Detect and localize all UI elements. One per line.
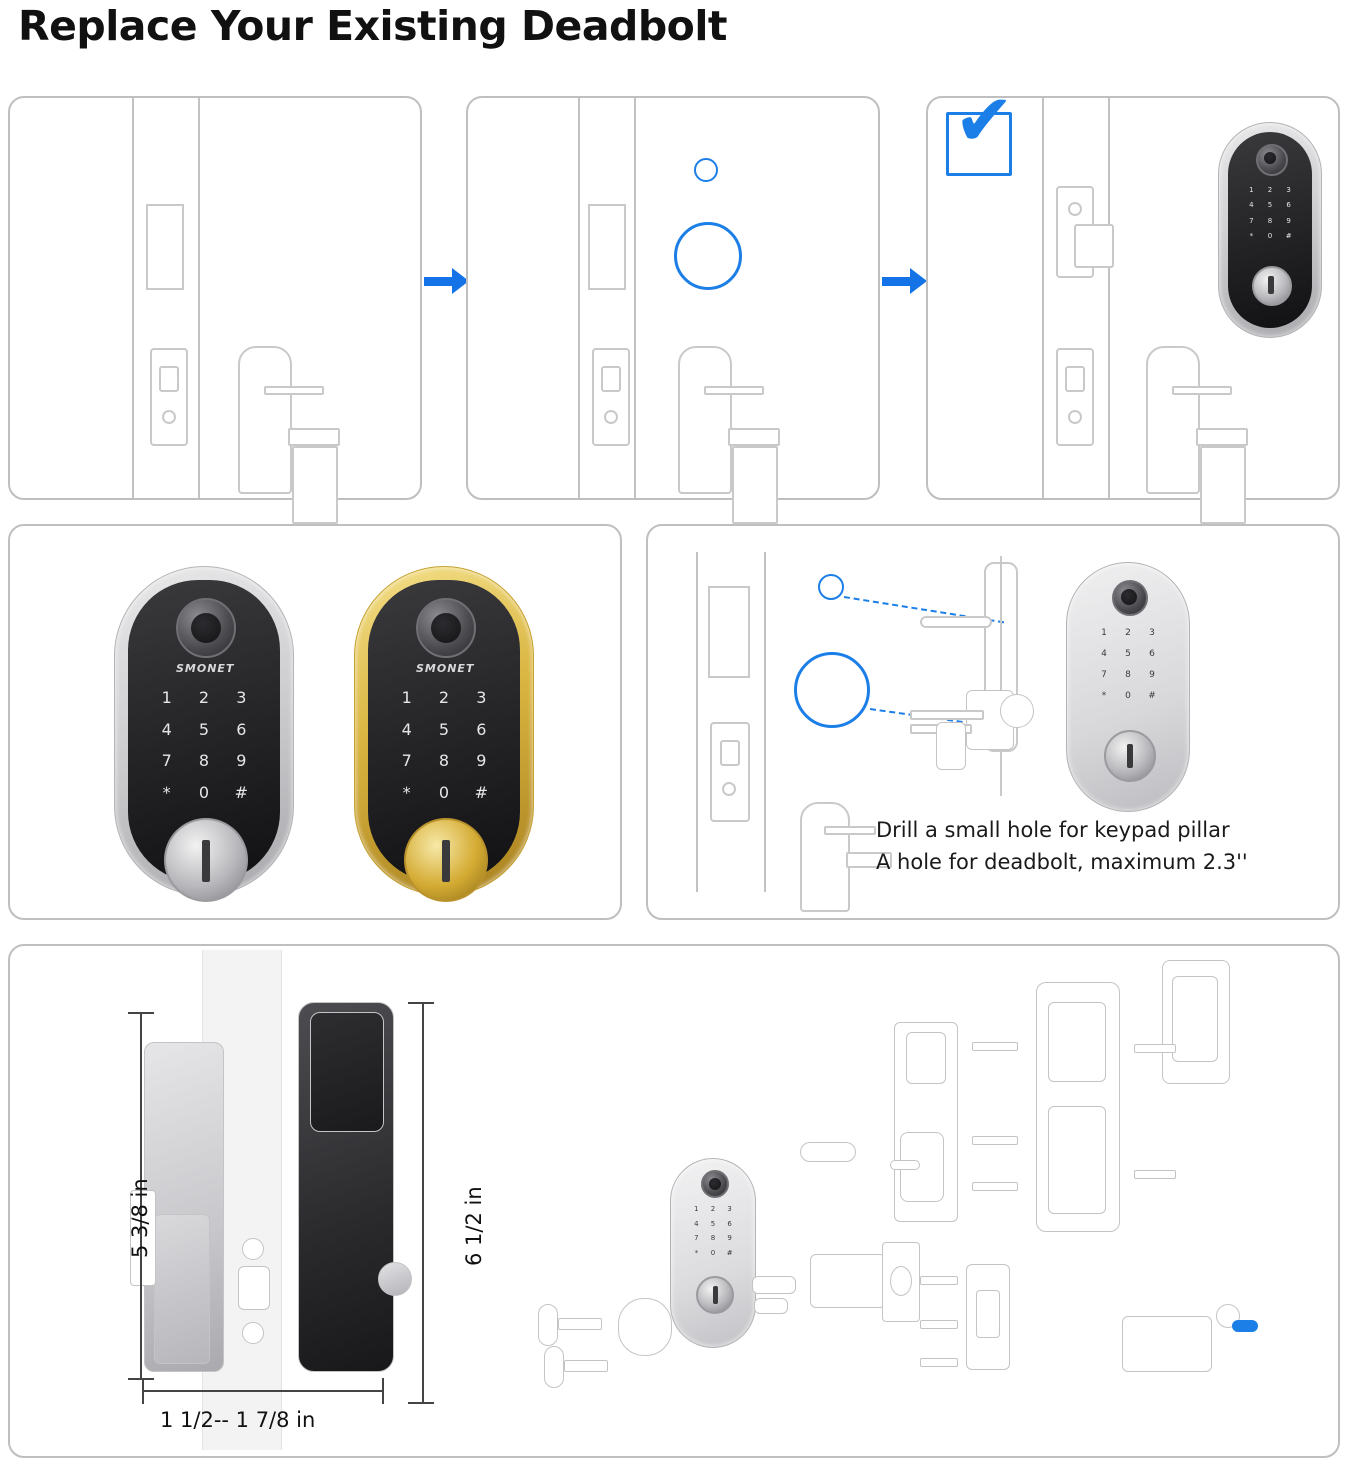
strike-screw-hole	[604, 410, 618, 424]
keypad-key-hash[interactable]: #	[474, 782, 489, 802]
fingerprint-icon	[176, 598, 236, 658]
deadbolt-bolt	[1172, 386, 1232, 395]
cable-port	[238, 1266, 270, 1310]
keypad-pillar-hole-highlight	[694, 158, 718, 182]
keypad-key-2[interactable]: 2	[710, 1205, 716, 1214]
strike-plate	[592, 348, 630, 446]
deadbolt-latch	[810, 1254, 886, 1308]
keypad-key-star[interactable]: *	[402, 782, 411, 802]
deadbolt-latch-body	[678, 346, 732, 494]
latch-plate	[732, 446, 778, 524]
strike-plate-outline	[146, 204, 184, 290]
key-cylinder	[404, 818, 488, 902]
lock-satin-nickel	[114, 566, 294, 896]
dimension-line-thickness	[142, 1390, 384, 1392]
deadbolt-bolt	[824, 826, 876, 835]
keypad-key-6[interactable]: 6	[236, 719, 247, 739]
screw	[972, 1136, 1018, 1145]
strike-slot	[159, 366, 179, 392]
keypad-key-7[interactable]: 7	[1101, 669, 1107, 680]
keypad-key-6[interactable]: 6	[727, 1219, 732, 1228]
deadbolt-bolt	[704, 386, 764, 395]
keypad-key-star[interactable]: *	[162, 782, 171, 802]
fingerprint-icon	[416, 598, 476, 658]
keypad-key-2[interactable]: 2	[1267, 185, 1273, 194]
rfid-tag-body	[1232, 1320, 1258, 1332]
exploded-keypad-unit	[670, 1158, 756, 1348]
keypad-grid[interactable]	[1242, 182, 1298, 244]
latch-tailpiece	[728, 428, 780, 446]
screw	[972, 1182, 1018, 1191]
new-bolt-extended	[1074, 224, 1114, 268]
screw	[920, 1358, 958, 1367]
interior-battery-cover	[154, 1214, 210, 1364]
jamb-line	[696, 552, 698, 892]
keypad-spindle	[752, 1276, 796, 1294]
strike-plate	[150, 348, 188, 446]
deadbolt-latch-body	[1146, 346, 1200, 494]
key-cylinder	[1252, 266, 1292, 306]
keypad-key-7[interactable]: 7	[1249, 216, 1254, 225]
keypad-key-3[interactable]: 3	[1286, 185, 1291, 194]
deadbolt-latch-body	[800, 802, 850, 912]
dimension-cap	[382, 1378, 384, 1404]
keypad-grid[interactable]	[688, 1202, 738, 1260]
lock-polished-brass	[354, 566, 534, 896]
keypad-key-7[interactable]: 7	[401, 751, 412, 771]
thumb-turn-knob	[378, 1262, 412, 1296]
dimension-cap	[142, 1378, 144, 1404]
step-3-panel	[926, 78, 1340, 500]
keypad-key-3[interactable]: 3	[476, 688, 487, 708]
keypad-key-9[interactable]: 9	[476, 751, 487, 771]
step-2-panel	[466, 96, 880, 500]
keypad-key-2[interactable]: 2	[1125, 627, 1131, 638]
keypad-key-7[interactable]: 7	[694, 1234, 699, 1243]
keypad-key-3[interactable]: 3	[236, 688, 247, 708]
dimension-cap	[128, 1012, 154, 1014]
interior-mechanism	[1048, 1106, 1106, 1214]
screw	[1134, 1170, 1176, 1179]
mounting-plate-slot	[906, 1032, 946, 1084]
screw	[920, 1276, 958, 1285]
brand-label: SMONET	[176, 662, 235, 675]
keypad-key-hash[interactable]: #	[1285, 232, 1292, 241]
jamb-line	[1042, 98, 1044, 498]
latch-bracket	[936, 722, 966, 770]
strike-plate-cutout	[976, 1290, 1000, 1338]
lock-finishes-panel	[8, 524, 622, 920]
strike-slot	[720, 740, 740, 766]
keypad-key-star[interactable]: *	[1101, 690, 1107, 701]
door-edge-line	[198, 98, 200, 498]
strike-slot	[1065, 366, 1085, 392]
keypad-key-1[interactable]: 1	[161, 688, 172, 708]
keypad-key-5[interactable]: 5	[710, 1219, 716, 1228]
keypad-pillar	[800, 1142, 856, 1162]
keypad-key-0[interactable]: 0	[438, 782, 450, 802]
keypad-grid[interactable]	[1092, 622, 1164, 706]
keypad-key-4[interactable]: 4	[694, 1219, 699, 1228]
deadbolt-bolt	[264, 386, 324, 395]
exterior-keypad-window	[310, 1012, 384, 1132]
key-bow-1	[538, 1304, 558, 1346]
rfid-card	[1122, 1316, 1212, 1372]
keypad-key-7[interactable]: 7	[161, 751, 172, 771]
dimension-cap	[128, 1378, 154, 1380]
strike-plate-outline	[588, 204, 626, 290]
mount-screw-top	[242, 1238, 264, 1260]
keypad-satin-nickel[interactable]	[148, 682, 260, 808]
keypad-key-6[interactable]: 6	[476, 719, 487, 739]
screw	[1134, 1044, 1176, 1053]
drill-instruction-line-1: Drill a small hole for keypad pillar	[876, 818, 1230, 842]
keypad-key-3[interactable]: 3	[1149, 627, 1155, 638]
keypad-key-hash[interactable]: #	[1148, 690, 1156, 701]
latch-plate	[292, 446, 338, 524]
keypad-key-1[interactable]: 1	[401, 688, 412, 708]
keypad-key-8[interactable]: 8	[1267, 216, 1273, 225]
key-cylinder	[1104, 730, 1156, 782]
keypad-key-4[interactable]: 4	[401, 719, 412, 739]
latch-tailpiece	[288, 428, 340, 446]
deadbolt-hole-highlight	[674, 222, 742, 290]
strike-screw-hole	[722, 782, 736, 796]
arrow-step1-to-step2	[424, 268, 470, 294]
keypad-key-4[interactable]: 4	[1101, 648, 1107, 659]
battery-cover-inner	[1172, 976, 1218, 1062]
keypad-key-5[interactable]: 5	[438, 719, 450, 739]
strike-plate-lower	[1056, 348, 1094, 446]
strike-plate-outline	[708, 586, 750, 678]
keypad-key-9[interactable]: 9	[236, 751, 247, 771]
thumb-turn	[1000, 694, 1034, 728]
keypad-key-2[interactable]: 2	[198, 688, 210, 708]
bracket-tab	[890, 1160, 920, 1170]
keypad-key-6[interactable]: 6	[1286, 201, 1291, 210]
step-1-panel	[8, 96, 422, 500]
keypad-key-4[interactable]: 4	[161, 719, 172, 739]
latch-plate	[1200, 446, 1246, 524]
mount-screw-bottom	[242, 1322, 264, 1344]
fingerprint-icon	[1112, 580, 1148, 616]
dimension-cap	[408, 1402, 434, 1404]
fingerprint-icon	[701, 1170, 729, 1198]
door-edge-line	[764, 552, 766, 892]
keypad-key-6[interactable]: 6	[1149, 648, 1155, 659]
dimension-label-back: 6 1/2 in	[462, 1186, 486, 1266]
keypad-polished-brass[interactable]	[388, 682, 500, 808]
keypad-key-9[interactable]: 9	[1286, 216, 1291, 225]
strike-screw-hole	[1068, 202, 1082, 216]
latch-tailpiece	[1196, 428, 1248, 446]
keypad-unit	[1066, 562, 1190, 812]
keypad-key-8[interactable]: 8	[198, 751, 210, 771]
jamb-line	[132, 98, 134, 498]
dimension-label-thickness: 1 1/2-- 1 7/8 in	[160, 1408, 316, 1432]
door-edge-line	[634, 98, 636, 498]
keypad-key-hash[interactable]: #	[726, 1248, 733, 1257]
keypad-key-5[interactable]: 5	[1267, 201, 1273, 210]
latch-bolt-hole	[890, 1266, 912, 1296]
drill-instruction-line-2: A hole for deadbolt, maximum 2.3''	[876, 850, 1248, 874]
deadbolt-hole-highlight	[794, 652, 870, 728]
keypad-key-star[interactable]: *	[1249, 232, 1254, 241]
deadbolt-rod	[910, 710, 984, 720]
keypad-key-0[interactable]: 0	[198, 782, 210, 802]
keypad-key-9[interactable]: 9	[727, 1234, 732, 1243]
key-bow-2	[544, 1346, 564, 1388]
keypad-key-1[interactable]: 1	[1249, 185, 1254, 194]
keypad-key-hash[interactable]: #	[234, 782, 249, 802]
dimension-label-front: 5 3/8 in	[128, 1178, 152, 1258]
brand-label: SMONET	[416, 662, 475, 675]
key-cylinder	[164, 818, 248, 902]
strike-screw-hole	[1068, 410, 1082, 424]
dimension-line-back	[422, 1002, 424, 1402]
strike-slot	[601, 366, 621, 392]
key-blade-1	[558, 1318, 602, 1330]
keypad-pillar-rod	[920, 616, 992, 628]
smart-lock-installed	[1218, 122, 1322, 338]
strike-plate	[710, 722, 750, 822]
keypad-key-1[interactable]: 1	[1101, 627, 1107, 638]
keypad-pillar-hole-highlight	[818, 574, 844, 600]
keypad-key-5[interactable]: 5	[1125, 648, 1131, 659]
screw	[920, 1320, 958, 1329]
keypad-key-5[interactable]: 5	[198, 719, 210, 739]
keypad-key-0[interactable]: 0	[1267, 232, 1273, 241]
key-blade-2	[564, 1360, 608, 1372]
screw	[972, 1042, 1018, 1051]
keypad-key-star[interactable]: *	[694, 1248, 699, 1257]
arrow-step2-to-step3	[882, 268, 928, 294]
deadbolt-latch-body	[238, 346, 292, 494]
keypad-key-8[interactable]: 8	[710, 1234, 716, 1243]
dimensions-and-parts-panel	[8, 944, 1340, 1458]
strike-screw-hole	[162, 410, 176, 424]
keypad-key-8[interactable]: 8	[438, 751, 450, 771]
keypad-key-3[interactable]: 3	[727, 1205, 732, 1214]
key-cylinder	[696, 1276, 734, 1314]
keypad-key-1[interactable]: 1	[694, 1205, 699, 1214]
keypad-key-2[interactable]: 2	[438, 688, 450, 708]
battery-compartment	[1048, 1002, 1106, 1082]
keypad-key-0[interactable]: 0	[710, 1248, 716, 1257]
dimension-cap	[408, 1002, 434, 1004]
cover-cap	[618, 1298, 672, 1356]
door-edge-line	[1108, 98, 1110, 498]
check-icon: ✔	[954, 78, 1015, 162]
fingerprint-icon	[1256, 144, 1288, 176]
page-title: Replace Your Existing Deadbolt	[18, 2, 728, 50]
keypad-key-0[interactable]: 0	[1125, 690, 1131, 701]
jamb-line	[578, 98, 580, 498]
keypad-tailpiece	[754, 1298, 788, 1314]
keypad-key-4[interactable]: 4	[1249, 201, 1254, 210]
keypad-key-8[interactable]: 8	[1125, 669, 1131, 680]
keypad-key-9[interactable]: 9	[1149, 669, 1155, 680]
drilling-instructions-panel	[646, 524, 1340, 920]
